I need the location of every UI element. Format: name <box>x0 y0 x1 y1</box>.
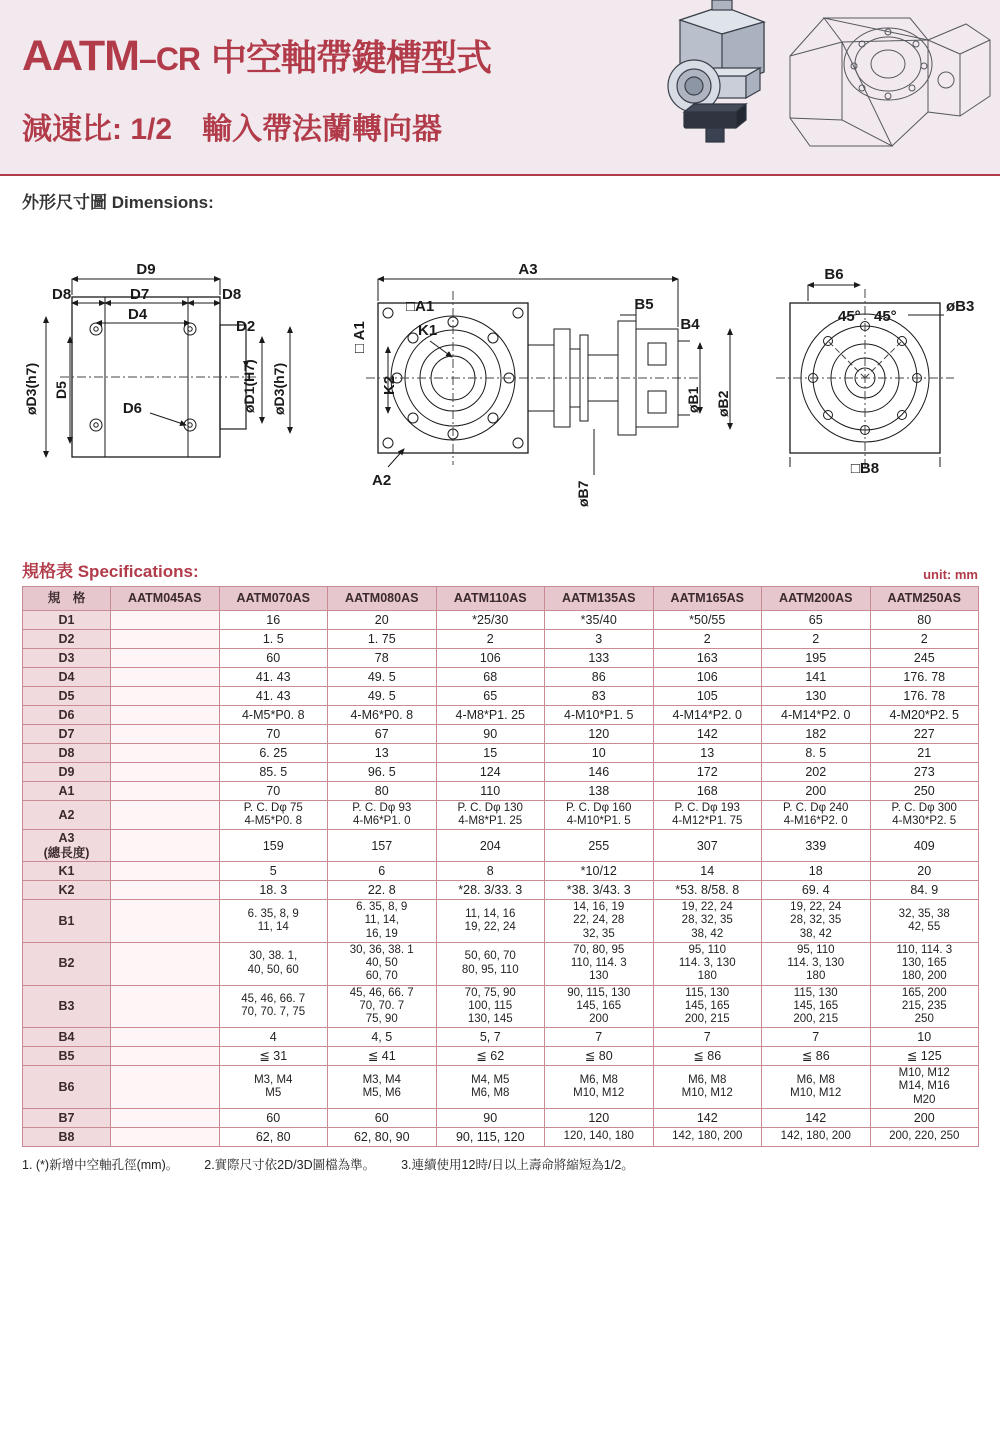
table-cell: M6, M8 M10, M12 <box>545 1066 654 1109</box>
table-cell: M3, M4 M5 <box>219 1066 328 1109</box>
table-cell: 250 <box>870 782 979 801</box>
row-label: D8 <box>23 744 111 763</box>
row-label: D3 <box>23 649 111 668</box>
table-cell: 130 <box>762 687 871 706</box>
table-cell: 70, 80, 95 110, 114. 3 130 <box>545 942 654 985</box>
table-row <box>23 900 979 943</box>
table-cell: 1. 5 <box>219 630 328 649</box>
table-cell: 146 <box>545 763 654 782</box>
label-a2: A2 <box>372 472 392 489</box>
table-cell: 49. 5 <box>328 668 437 687</box>
table-cell: 70 <box>219 782 328 801</box>
table-cell <box>111 881 220 900</box>
table-cell: 60 <box>219 1108 328 1127</box>
table-cell: 202 <box>762 763 871 782</box>
table-cell: M10, M12 M14, M16 M20 <box>870 1066 979 1109</box>
table-cell: 10 <box>545 744 654 763</box>
table-cell: 11, 14, 16 19, 22, 24 <box>436 900 545 943</box>
table-cell: *25/30 <box>436 611 545 630</box>
table-cell: 68 <box>436 668 545 687</box>
table-cell: *35/40 <box>545 611 654 630</box>
table-cell: 2 <box>436 630 545 649</box>
label-a3: A3 <box>518 261 538 278</box>
table-cell: 172 <box>653 763 762 782</box>
table-cell: 45, 46, 66. 7 70, 70. 7 75, 90 <box>328 985 437 1028</box>
table-row <box>23 801 979 830</box>
row-label: K1 <box>23 862 111 881</box>
col-header-aatm070as: AATM070AS <box>219 587 328 611</box>
table-cell: 124 <box>436 763 545 782</box>
table-cell: 32, 35, 38 42, 55 <box>870 900 979 943</box>
table-cell: 90, 115, 120 <box>436 1127 545 1146</box>
label-d4: D4 <box>128 306 148 323</box>
dimension-drawing <box>0 217 1000 547</box>
table-cell <box>111 985 220 1028</box>
label-k1: K1 <box>418 322 438 339</box>
label-angle-right: 45° <box>874 308 897 325</box>
table-cell: 106 <box>436 649 545 668</box>
table-cell: 200 <box>870 1108 979 1127</box>
table-cell: 2 <box>762 630 871 649</box>
dimensions-section-label: 外形尺寸圖 Dimensions: <box>22 193 214 212</box>
label-k2: K2 <box>381 375 398 395</box>
table-cell: ≦ 62 <box>436 1047 545 1066</box>
table-body <box>23 611 979 1147</box>
table-row <box>23 649 979 668</box>
table-cell: 62, 80, 90 <box>328 1127 437 1146</box>
table-row <box>23 1108 979 1127</box>
table-cell: 4-M10*P1. 5 <box>545 706 654 725</box>
row-label: D9 <box>23 763 111 782</box>
table-cell <box>111 862 220 881</box>
table-row <box>23 687 979 706</box>
table-cell <box>111 900 220 943</box>
label-b3: øB3 <box>946 298 975 315</box>
row-label: D1 <box>23 611 111 630</box>
title-cjk: 中空軸帶鍵槽型式 <box>210 37 491 78</box>
table-cell: 13 <box>328 744 437 763</box>
table-cell: *38. 3/43. 3 <box>545 881 654 900</box>
table-cell: 200 <box>762 782 871 801</box>
table-cell <box>111 706 220 725</box>
specifications-label: 規格表 Specifications: <box>22 562 199 581</box>
table-cell <box>111 744 220 763</box>
table-cell: 67 <box>328 725 437 744</box>
table-cell: 1. 75 <box>328 630 437 649</box>
table-cell: 163 <box>653 649 762 668</box>
table-cell: 65 <box>436 687 545 706</box>
table-cell: 70, 75, 90 100, 115 130, 145 <box>436 985 545 1028</box>
table-cell: 110, 114. 3 130, 165 180, 200 <box>870 942 979 985</box>
label-d2: D2 <box>236 318 256 335</box>
table-cell: 65 <box>762 611 871 630</box>
row-label: K2 <box>23 881 111 900</box>
table-cell: 142, 180, 200 <box>762 1127 871 1146</box>
table-cell: 19, 22, 24 28, 32, 35 38, 42 <box>762 900 871 943</box>
label-a1-top: □A1 <box>406 298 435 315</box>
table-cell: 409 <box>870 830 979 862</box>
page-header <box>0 0 1000 176</box>
table-row <box>23 1047 979 1066</box>
table-cell: 115, 130 145, 165 200, 215 <box>653 985 762 1028</box>
table-cell: 142 <box>653 1108 762 1127</box>
row-label: B1 <box>23 900 111 943</box>
table-cell: 204 <box>436 830 545 862</box>
table-cell <box>111 801 220 830</box>
table-cell: 115, 130 145, 165 200, 215 <box>762 985 871 1028</box>
label-a1-left: □ A1 <box>351 321 368 353</box>
table-cell: M6, M8 M10, M12 <box>653 1066 762 1109</box>
table-row <box>23 881 979 900</box>
table-cell: 19, 22, 24 28, 32, 35 38, 42 <box>653 900 762 943</box>
table-cell <box>111 687 220 706</box>
table-row <box>23 1127 979 1146</box>
table-cell <box>111 725 220 744</box>
table-cell: 4-M14*P2. 0 <box>762 706 871 725</box>
table-cell: 120 <box>545 1108 654 1127</box>
table-row <box>23 725 979 744</box>
table-cell: 2 <box>653 630 762 649</box>
table-cell: 159 <box>219 830 328 862</box>
table-cell: 6. 25 <box>219 744 328 763</box>
label-b7: øB7 <box>575 480 591 507</box>
table-cell <box>111 1108 220 1127</box>
table-cell: ≦ 80 <box>545 1047 654 1066</box>
page-title <box>22 30 491 81</box>
table-cell: 45, 46, 66. 7 70, 70. 7, 75 <box>219 985 328 1028</box>
table-cell <box>111 1047 220 1066</box>
table-cell: 90 <box>436 1108 545 1127</box>
table-cell: 138 <box>545 782 654 801</box>
table-cell: 30, 38. 1, 40, 50, 60 <box>219 942 328 985</box>
col-header-aatm110as: AATM110AS <box>436 587 545 611</box>
table-cell: 8 <box>436 862 545 881</box>
table-cell: 18. 3 <box>219 881 328 900</box>
table-cell: 120 <box>545 725 654 744</box>
table-cell: M6, M8 M10, M12 <box>762 1066 871 1109</box>
table-cell: 60 <box>328 1108 437 1127</box>
title-model: AATM <box>22 32 140 80</box>
table-cell: P. C. Dφ 160 4-M10*P1. 5 <box>545 801 654 830</box>
table-cell <box>111 1066 220 1109</box>
table-row <box>23 942 979 985</box>
label-d3-right: øD3(h7) <box>271 362 287 415</box>
table-cell: 70 <box>219 725 328 744</box>
col-header-aatm080as: AATM080AS <box>328 587 437 611</box>
table-row <box>23 830 979 862</box>
table-cell: 49. 5 <box>328 687 437 706</box>
row-label: B3 <box>23 985 111 1028</box>
footnotes <box>22 1155 978 1173</box>
table-cell: 20 <box>870 862 979 881</box>
table-cell: 5 <box>219 862 328 881</box>
table-cell: ≦ 41 <box>328 1047 437 1066</box>
table-cell: 50, 60, 70 80, 95, 110 <box>436 942 545 985</box>
row-label: B7 <box>23 1108 111 1127</box>
table-cell: 8. 5 <box>762 744 871 763</box>
table-row <box>23 763 979 782</box>
table-row <box>23 985 979 1028</box>
table-cell: 4 <box>219 1028 328 1047</box>
table-cell: 30, 36, 38. 1 40, 50 60, 70 <box>328 942 437 985</box>
footnote-2: 2.實際尺寸依2D/3D圖檔為準。 <box>204 1157 376 1172</box>
table-cell: 157 <box>328 830 437 862</box>
title-cr: CR <box>155 41 201 77</box>
table-cell: ≦ 86 <box>653 1047 762 1066</box>
table-row <box>23 630 979 649</box>
row-label: B8 <box>23 1127 111 1146</box>
label-b6: B6 <box>824 266 844 283</box>
table-cell <box>111 668 220 687</box>
col-header-aatm165as: AATM165AS <box>653 587 762 611</box>
table-cell: 7 <box>545 1028 654 1047</box>
table-cell: 80 <box>870 611 979 630</box>
table-cell: 84. 9 <box>870 881 979 900</box>
table-cell: 18 <box>762 862 871 881</box>
table-cell: 10 <box>870 1028 979 1047</box>
table-cell: 85. 5 <box>219 763 328 782</box>
table-cell: 165, 200 215, 235 250 <box>870 985 979 1028</box>
row-label: D5 <box>23 687 111 706</box>
table-cell: 62, 80 <box>219 1127 328 1146</box>
table-cell: 13 <box>653 744 762 763</box>
specifications-table <box>22 586 979 1147</box>
table-cell: 4-M8*P1. 25 <box>436 706 545 725</box>
table-cell: 95, 110 114. 3, 130 180 <box>653 942 762 985</box>
table-cell: 142 <box>653 725 762 744</box>
row-label: B5 <box>23 1047 111 1066</box>
row-label: A3 (總長度) <box>23 830 111 862</box>
table-cell: 96. 5 <box>328 763 437 782</box>
row-label: A2 <box>23 801 111 830</box>
table-cell: 69. 4 <box>762 881 871 900</box>
table-cell: 195 <box>762 649 871 668</box>
table-cell: 80 <box>328 782 437 801</box>
table-cell: *53. 8/58. 8 <box>653 881 762 900</box>
label-d8-right: D8 <box>222 286 242 303</box>
table-cell: P. C. Dφ 193 4-M12*P1. 75 <box>653 801 762 830</box>
table-cell: P. C. Dφ 93 4-M6*P1. 0 <box>328 801 437 830</box>
label-d3-left: øD3(h7) <box>23 362 39 415</box>
table-cell: 142, 180, 200 <box>653 1127 762 1146</box>
table-cell: 4-M6*P0. 8 <box>328 706 437 725</box>
row-label: D2 <box>23 630 111 649</box>
unit-label: unit: mm <box>923 567 978 582</box>
label-d6: D6 <box>122 400 142 417</box>
table-cell: 95, 110 114. 3, 130 180 <box>762 942 871 985</box>
table-cell: 20 <box>328 611 437 630</box>
table-cell: 4-M20*P2. 5 <box>870 706 979 725</box>
label-d7: D7 <box>130 286 150 303</box>
row-label: D4 <box>23 668 111 687</box>
table-cell: P. C. Dφ 75 4-M5*P0. 8 <box>219 801 328 830</box>
table-cell <box>111 1127 220 1146</box>
label-b2: øB2 <box>715 390 731 417</box>
table-cell: 133 <box>545 649 654 668</box>
table-cell: 142 <box>762 1108 871 1127</box>
table-cell <box>111 830 220 862</box>
table-cell: 6. 35, 8, 9 11, 14, 16, 19 <box>328 900 437 943</box>
table-row <box>23 706 979 725</box>
footnote-3: 3.連續使用12時/日以上壽命將縮短為1/2。 <box>401 1157 634 1172</box>
table-cell: P. C. Dφ 240 4-M16*P2. 0 <box>762 801 871 830</box>
row-label: D7 <box>23 725 111 744</box>
table-cell: 106 <box>653 668 762 687</box>
table-cell: 41. 43 <box>219 687 328 706</box>
table-cell: 21 <box>870 744 979 763</box>
table-cell: *10/12 <box>545 862 654 881</box>
table-cell: 200, 220, 250 <box>870 1127 979 1146</box>
col-header-spec: 規 格 <box>23 587 111 611</box>
table-cell: 227 <box>870 725 979 744</box>
table-cell: 339 <box>762 830 871 862</box>
table-cell: P. C. Dφ 300 4-M30*P2. 5 <box>870 801 979 830</box>
table-cell: 16 <box>219 611 328 630</box>
table-cell <box>111 763 220 782</box>
page-subtitle: 減速比: 1/2 輸入帶法蘭轉向器 <box>22 113 443 146</box>
table-cell: ≦ 31 <box>219 1047 328 1066</box>
table-cell: 4, 5 <box>328 1028 437 1047</box>
table-cell: 90 <box>436 725 545 744</box>
table-cell: 6 <box>328 862 437 881</box>
table-cell: 41. 43 <box>219 668 328 687</box>
table-cell: 105 <box>653 687 762 706</box>
label-b1: øB1 <box>685 386 701 413</box>
table-cell: 4-M5*P0. 8 <box>219 706 328 725</box>
table-cell: ≦ 86 <box>762 1047 871 1066</box>
row-label: B4 <box>23 1028 111 1047</box>
table-cell: 90, 115, 130 145, 165 200 <box>545 985 654 1028</box>
table-cell: 6. 35, 8, 9 11, 14 <box>219 900 328 943</box>
footnote-1: 1. (*)新增中空軸孔徑(mm)。 <box>22 1157 179 1172</box>
title-dash: – <box>139 41 156 77</box>
table-cell <box>111 649 220 668</box>
table-cell: 7 <box>653 1028 762 1047</box>
label-b4: B4 <box>680 316 700 333</box>
table-cell: 14, 16, 19 22, 24, 28 32, 35 <box>545 900 654 943</box>
table-cell: 86 <box>545 668 654 687</box>
table-cell: 4-M14*P2. 0 <box>653 706 762 725</box>
table-cell: 245 <box>870 649 979 668</box>
row-label: B2 <box>23 942 111 985</box>
label-d8-left: D8 <box>52 286 72 303</box>
table-cell: 83 <box>545 687 654 706</box>
table-cell: 14 <box>653 862 762 881</box>
specifications-header <box>22 557 978 582</box>
table-cell: 273 <box>870 763 979 782</box>
table-header-row <box>23 587 979 611</box>
table-row <box>23 611 979 630</box>
table-cell: 78 <box>328 649 437 668</box>
col-header-aatm045as: AATM045AS <box>111 587 220 611</box>
label-b8: □B8 <box>850 460 880 477</box>
row-label: D6 <box>23 706 111 725</box>
col-header-aatm135as: AATM135AS <box>545 587 654 611</box>
header-product-illustration <box>660 0 1000 176</box>
table-row <box>23 668 979 687</box>
col-header-aatm200as: AATM200AS <box>762 587 871 611</box>
table-cell: 5, 7 <box>436 1028 545 1047</box>
table-cell: 307 <box>653 830 762 862</box>
label-d5: D5 <box>53 381 69 399</box>
label-d9: D9 <box>136 261 156 278</box>
row-label: A1 <box>23 782 111 801</box>
table-row <box>23 744 979 763</box>
table-cell: 176. 78 <box>870 668 979 687</box>
label-angle-left: 45° <box>838 308 861 325</box>
table-row <box>23 1066 979 1109</box>
table-cell <box>111 942 220 985</box>
table-cell: 22. 8 <box>328 881 437 900</box>
table-row <box>23 1028 979 1047</box>
label-d1: øD1(H7) <box>241 359 257 413</box>
table-cell <box>111 611 220 630</box>
table-cell <box>111 1028 220 1047</box>
table-cell: 2 <box>870 630 979 649</box>
col-header-aatm250as: AATM250AS <box>870 587 979 611</box>
label-b5: B5 <box>634 296 654 313</box>
table-row <box>23 862 979 881</box>
row-label: B6 <box>23 1066 111 1109</box>
table-cell: *50/55 <box>653 611 762 630</box>
table-cell: 255 <box>545 830 654 862</box>
table-cell: M3, M4 M5, M6 <box>328 1066 437 1109</box>
table-cell: 141 <box>762 668 871 687</box>
table-cell: 3 <box>545 630 654 649</box>
table-cell: 15 <box>436 744 545 763</box>
table-cell: 176. 78 <box>870 687 979 706</box>
table-cell <box>111 782 220 801</box>
table-cell: *28. 3/33. 3 <box>436 881 545 900</box>
table-cell: 7 <box>762 1028 871 1047</box>
table-cell: ≦ 125 <box>870 1047 979 1066</box>
table-cell <box>111 630 220 649</box>
table-cell: P. C. Dφ 130 4-M8*P1. 25 <box>436 801 545 830</box>
table-cell: 168 <box>653 782 762 801</box>
table-cell: 110 <box>436 782 545 801</box>
table-cell: M4, M5 M6, M8 <box>436 1066 545 1109</box>
table-cell: 120, 140, 180 <box>545 1127 654 1146</box>
table-cell: 60 <box>219 649 328 668</box>
table-row <box>23 782 979 801</box>
table-cell: 182 <box>762 725 871 744</box>
